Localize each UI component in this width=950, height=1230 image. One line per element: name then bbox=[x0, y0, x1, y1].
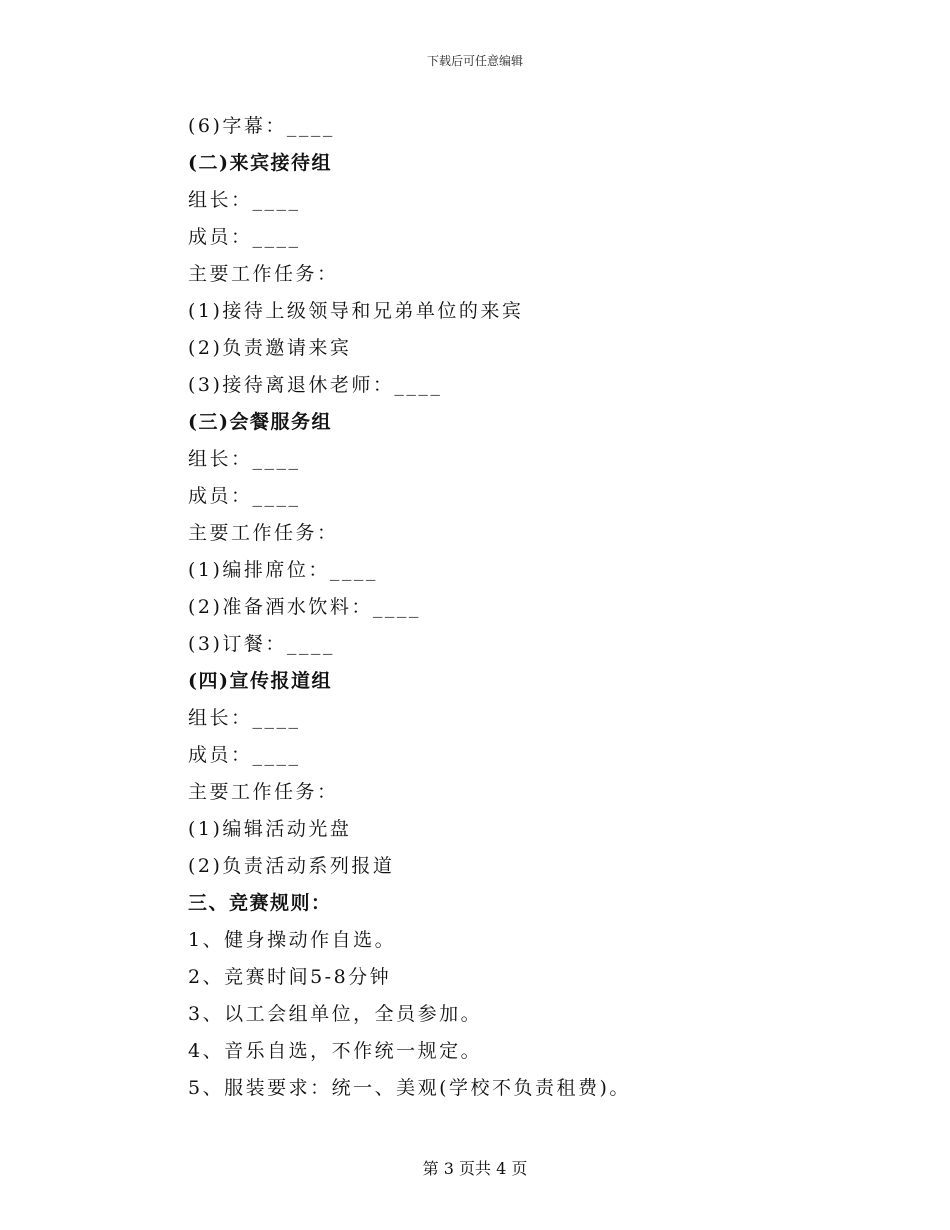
text-line: (1)编排席位：____ bbox=[188, 559, 378, 581]
text-line: 成员：____ bbox=[188, 744, 301, 766]
text-line: 3、以工会组单位，全员参加。 bbox=[188, 1003, 483, 1025]
text-line: 1、健身操动作自选。 bbox=[188, 929, 397, 951]
section-heading: (二)来宾接待组 bbox=[188, 152, 332, 174]
section-heading: (四)宣传报道组 bbox=[188, 670, 332, 692]
text-line: 主要工作任务： bbox=[188, 522, 339, 544]
page-header: 下载后可任意编辑 bbox=[426, 54, 523, 68]
text-line: (3)订餐：____ bbox=[188, 633, 335, 655]
section-heading: (三)会餐服务组 bbox=[188, 411, 332, 433]
text-line: 组长：____ bbox=[188, 448, 301, 470]
text-line: 成员：____ bbox=[188, 485, 301, 507]
text-line: (1)接待上级领导和兄弟单位的来宾 bbox=[188, 300, 524, 322]
text-line: 主要工作任务： bbox=[188, 781, 339, 803]
text-line: (6)字幕：____ bbox=[188, 115, 335, 137]
text-line: 2、竞赛时间5-8分钟 bbox=[188, 966, 392, 988]
section-heading: 三、竞赛规则： bbox=[188, 892, 332, 914]
text-line: (2)负责邀请来宾 bbox=[188, 337, 352, 359]
text-line: 主要工作任务： bbox=[188, 263, 339, 285]
text-line: 5、服装要求：统一、美观(学校不负责租费)。 bbox=[188, 1077, 631, 1099]
text-line: 组长：____ bbox=[188, 707, 301, 729]
page-footer: 第 3 页共 4 页 bbox=[422, 1159, 528, 1178]
text-line: (2)负责活动系列报道 bbox=[188, 855, 395, 877]
text-line: (2)准备酒水饮料：____ bbox=[188, 596, 421, 618]
text-line: 成员：____ bbox=[188, 226, 301, 248]
text-line: (1)编辑活动光盘 bbox=[188, 818, 352, 840]
document-body bbox=[188, 108, 788, 1107]
text-line: (3)接待离退休老师：____ bbox=[188, 374, 443, 396]
text-line: 4、音乐自选，不作统一规定。 bbox=[188, 1040, 483, 1062]
text-line: 组长：____ bbox=[188, 189, 301, 211]
